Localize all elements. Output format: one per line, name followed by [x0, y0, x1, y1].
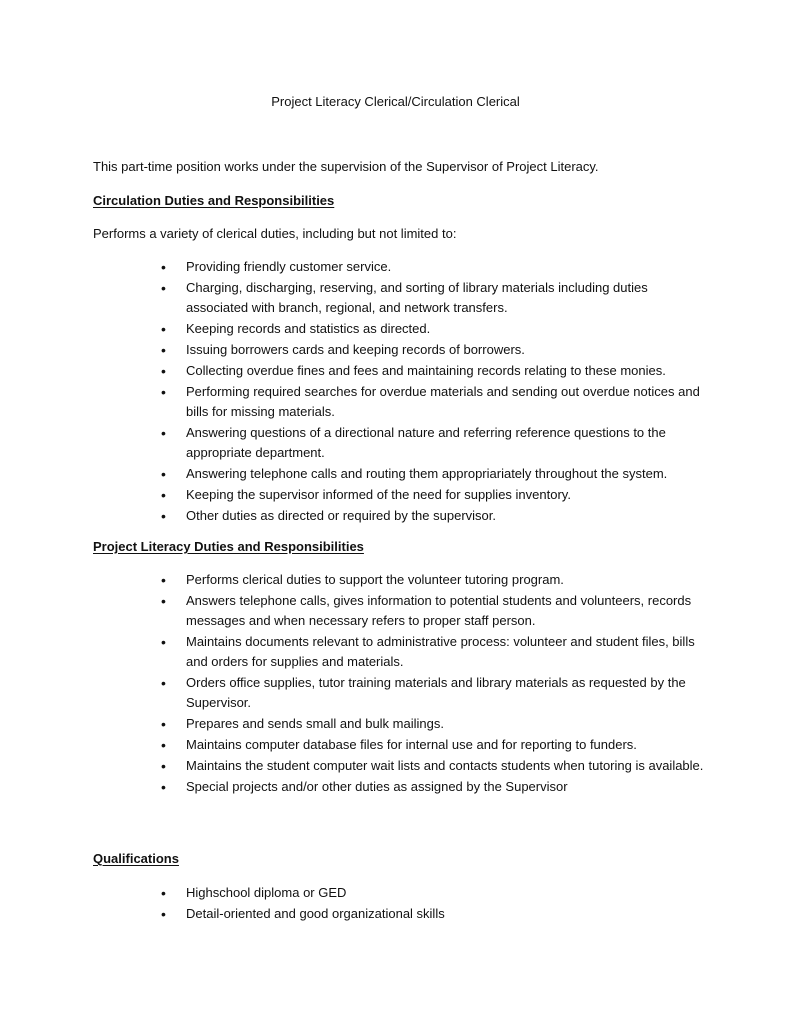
list-item: • Performing required searches for overdue materials and sending out overdue notices and bills for missing materials. — [186, 382, 706, 422]
qualifications-heading: Qualifications — [93, 851, 179, 866]
circulation-heading: Circulation Duties and Responsibilities — [93, 193, 335, 208]
list-item: • Answering questions of a directional nature and referring reference questions to the appropriate department. — [186, 423, 706, 463]
list-item: • Highschool diploma or GED — [186, 883, 706, 903]
qualifications-list — [186, 883, 706, 925]
list-item: • Performs clerical duties to support the volunteer tutoring program. — [186, 570, 706, 590]
document-title: Project Literacy Clerical/Circulation Clerical — [271, 94, 520, 109]
intro-paragraph: This part-time position works under the supervision of the Supervisor of Project Literacy. — [93, 159, 599, 174]
list-item: • Maintains computer database files for internal use and for reporting to funders. — [186, 735, 706, 755]
circulation-duties-list — [186, 257, 706, 527]
list-item: • Detail-oriented and good organizational skills — [186, 904, 706, 924]
list-item: • Special projects and/or other duties as assigned by the Supervisor — [186, 777, 706, 797]
list-item: • Answering telephone calls and routing them appropriariately throughout the system. — [186, 464, 706, 484]
list-item: • Prepares and sends small and bulk mailings. — [186, 714, 706, 734]
circulation-lead: Performs a variety of clerical duties, including but not limited to: — [93, 226, 457, 241]
list-item: • Orders office supplies, tutor training materials and library materials as requested by the Supervisor. — [186, 673, 706, 713]
list-item: • Charging, discharging, reserving, and sorting of library materials including duties associated with branch, regional, and network transfers. — [186, 278, 706, 318]
list-item: • Maintains documents relevant to administrative process: volunteer and student files, bills and orders for supplies and materials. — [186, 632, 706, 672]
literacy-heading: Project Literacy Duties and Responsibilities — [93, 539, 364, 554]
list-item: • Maintains the student computer wait lists and contacts students when tutoring is available. — [186, 756, 706, 776]
list-item: • Keeping records and statistics as directed. — [186, 319, 706, 339]
list-item: • Answers telephone calls, gives information to potential students and volunteers, records messages and when necessary refers to proper staff person. — [186, 591, 706, 631]
list-item: • Keeping the supervisor informed of the need for supplies inventory. — [186, 485, 706, 505]
list-item: • Issuing borrowers cards and keeping records of borrowers. — [186, 340, 706, 360]
list-item: • Collecting overdue fines and fees and maintaining records relating to these monies. — [186, 361, 706, 381]
literacy-duties-list — [186, 570, 706, 798]
list-item: • Providing friendly customer service. — [186, 257, 706, 277]
list-item: • Other duties as directed or required by the supervisor. — [186, 506, 706, 526]
